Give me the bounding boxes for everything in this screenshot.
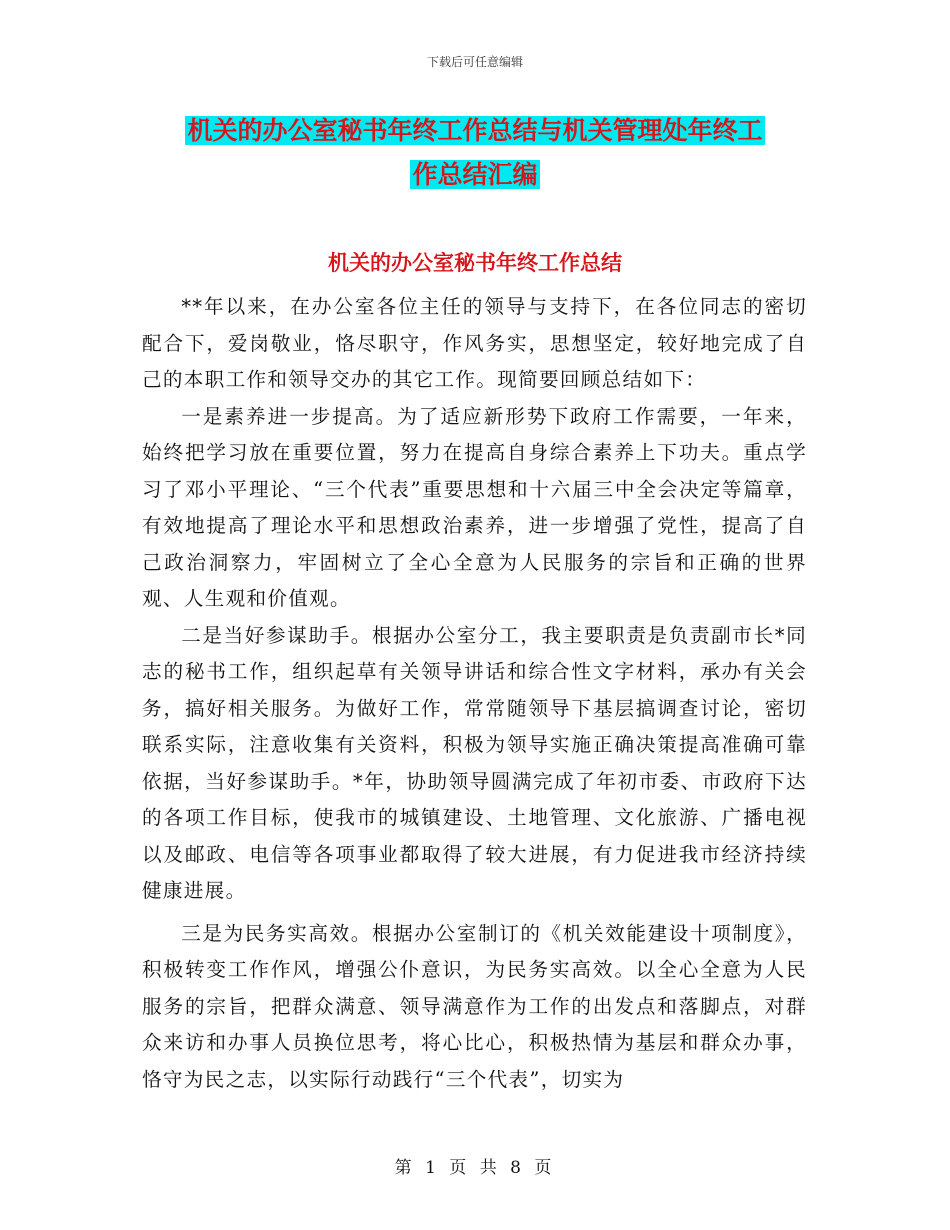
- title-highlight-2: 作总结汇编: [412, 160, 538, 189]
- header-note: 下载后可任意编辑: [426, 55, 523, 69]
- body-text: [142, 289, 807, 1098]
- section-title: 机关的办公室秘书年终工作总结: [328, 251, 622, 275]
- paragraph: 三是为民务实高效。根据办公室制订的《机关效能建设十项制度》，积极转变工作作风，增强公仆意识，为民务实高效。以全心全意为人民服务的宗旨，把群众满意、领导满意作为工作的出发点和落脚点，对群众来访和办事人员换位思考，将心比心，积极热情为基层和群众办事，恪守为民之志，以实际行动践行“三个代表”，切实为: [142, 921, 807, 1091]
- paragraph: 一是素养进一步提高。为了适应新形势下政府工作需要，一年来，始终把学习放在重要位置，努力在提高自身综合素养上下功夫。重点学习了邓小平理论、“三个代表”重要思想和十六届三中全会决定等篇章，有效地提高了理论水平和思想政治素养，进一步增强了党性，提高了自己政治洞察力，牢固树立了全心全意为人民服务的宗旨和正确的世界观、人生观和价值观。: [142, 404, 807, 610]
- title-highlight-1: 机关的办公室秘书年终工作总结与机关管理处年终工: [187, 116, 763, 145]
- document-title-line-2: [0, 157, 950, 193]
- paragraph: **年以来，在办公室各位主任的领导与支持下，在各位同志的密切配合下，爱岗敬业，恪尽职守，作风务实，思想坚定，较好地完成了自己的本职工作和领导交办的其它工作。现简要回顾总结如下：: [142, 295, 807, 391]
- paragraph: 二是当好参谋助手。根据办公室分工，我主要职责是负责副市长*同志的秘书工作，组织起草有关领导讲话和综合性文字材料，承办有关会务，搞好相关服务。为做好工作，常常随领导下基层搞调查讨论，密切联系实际，注意收集有关资料，积极为领导实施正确决策提高准确可靠依据，当好参谋助手。*年，协助领导圆满完成了年初市委、市政府下达的各项工作目标，使我市的城镇建设、土地管理、文化旅游、广播电视以及邮政、电信等各项事业都取得了较大进展，有力促进我市经济持续健康进展。: [142, 623, 807, 902]
- document-title-line-1: [0, 113, 950, 149]
- page-footer: 第 1 页 共 8 页: [394, 1158, 556, 1178]
